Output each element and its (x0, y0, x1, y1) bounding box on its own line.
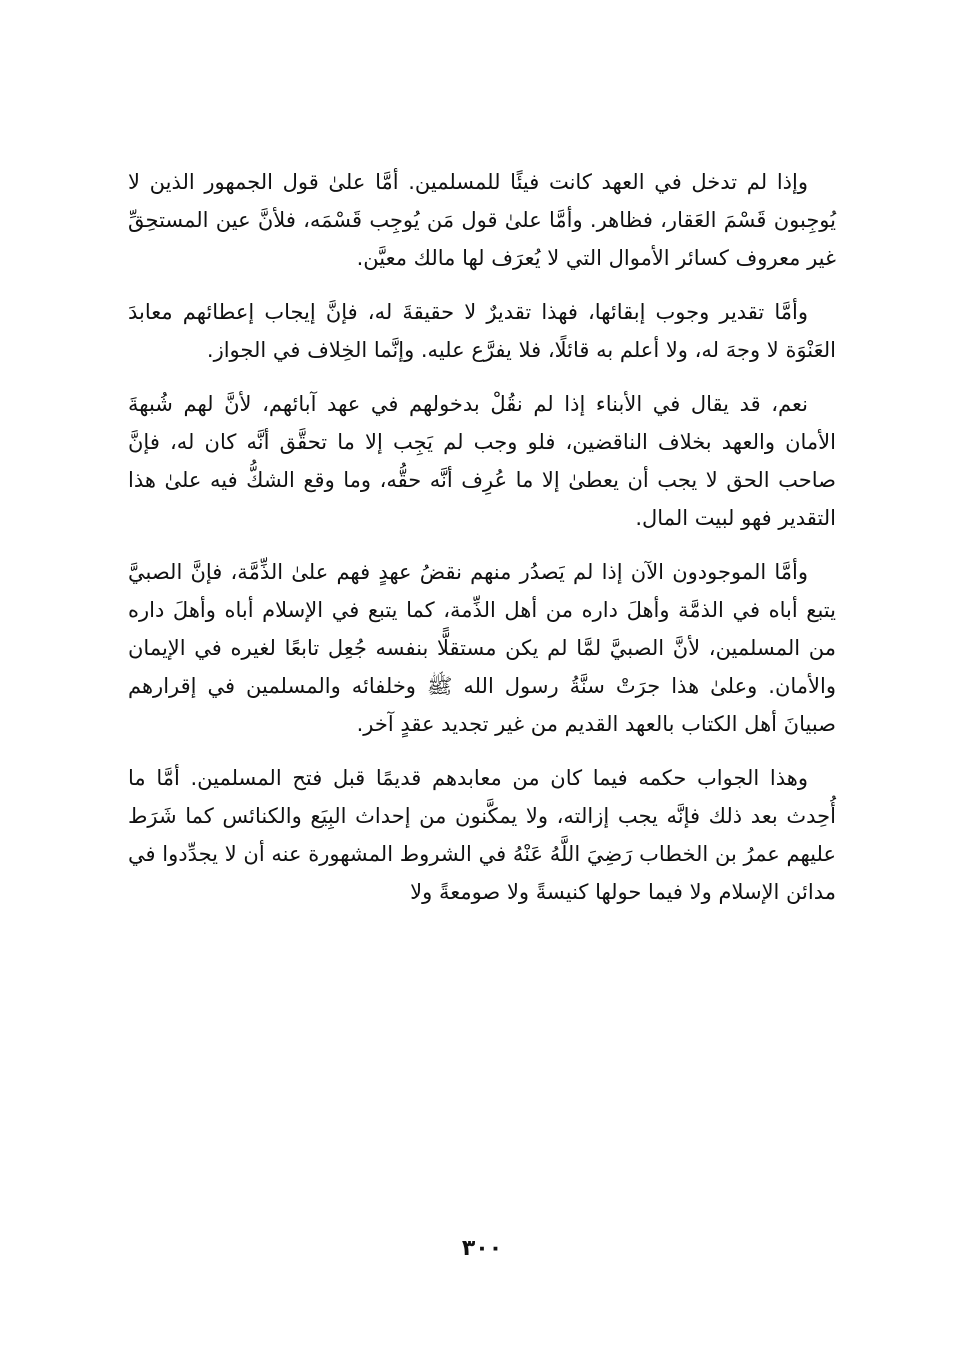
page-number: ٣٠٠ (461, 1236, 503, 1261)
paragraph-5: وهذا الجواب حكمه فيما كان من معابدهم قديمًا قبل فتح المسلمين. أمَّا ما أُحِدث بعد ذلك فإنَّه يجب إزالته، ولا يمكَّنون من إحداث البِيَع والكنائس كما شَرَط عليهم عمرُ بن الخطاب رَضِيَ اللَّهُ عَنْهُ في الشروط المشهورة عنه أن لا يجدِّدوا في مدائن الإسلام ولا فيما حولها كنيسةً ولا صومعةً ولا (128, 766, 836, 904)
paragraph-3: نعم، قد يقال في الأبناء إذا لم نقُلْ بدخولهم في عهد آبائهم، لأنَّ لهم شُبهةَ الأمان والعهد بخلاف الناقضين، فلو وجب لم يَجِب إلا ما تحقَّق أنَّه كان له، فإنَّ صاحب الحق لا يجب أن يعطىٰ إلا ما عُرِف أنَّه حقُّه، وما وقع الشكُّ فيه علىٰ هذا التقدير فهو لبيت المال. (128, 392, 836, 530)
body-text (128, 163, 836, 927)
paragraph-2: وأمَّا تقدير وجوب إبقائها، فهذا تقديرٌ لا حقيقةَ له، فإنَّ إيجاب إعطائهم معابدَ العَنْوَة لا وجهَ له، ولا أعلم به قائلًا، فلا يفرَّع عليه. وإنَّما الخِلاف في الجواز. (128, 300, 836, 362)
paragraph-1: وإذا لم تدخل في العهد كانت فيئًا للمسلمين. أمَّا علىٰ قول الجمهور الذين لا يُوجِبون قَسْمَ العَقار، فظاهر. وأمَّا علىٰ قول مَن يُوجِب قَسْمَه، فلأنَّ عين المستحِقِّ غير معروف كسائر الأموال التي لا يُعرَف لها مالك معيَّن. (128, 170, 836, 270)
paragraph-4: وأمَّا الموجودون الآن إذا لم يَصدُر منهم نقضُ عهدٍ فهم علىٰ الذِّمَّة، فإنَّ الصبيَّ يتبع أباه في الذمَّة وأهلَ داره من أهل الذِّمة، كما يتبع في الإسلام أباه وأهلَ داره من المسلمين، لأنَّ الصبيَّ لمَّا لم يكن مستقلًّا بنفسه جُعِل تابعًا لغيره في الإيمان والأمان. وعلىٰ هذا جرَتْ سنَّةُ رسول الله ﷺ وخلفائه والمسلمين في إقرارهم صبيانَ أهل الكتاب بالعهد القديم من غير تجديد عقدٍ آخر. (128, 560, 836, 736)
